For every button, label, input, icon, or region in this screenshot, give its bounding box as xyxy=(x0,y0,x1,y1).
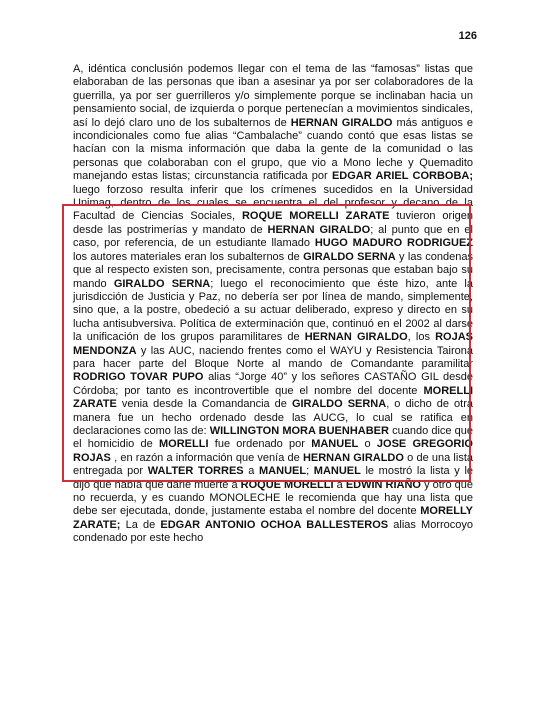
text-segment: , o dicho de otra manera fue un hecho ordenado desde las AUCG, lo cual se ratifica en declaraciones como las de: xyxy=(73,398,473,437)
page-number: 126 xyxy=(458,30,477,42)
bold-name-segment: HERNAN GIRALDO xyxy=(302,451,404,464)
bold-name-segment: GIRALDO SERNA xyxy=(303,250,396,263)
text-segment: le mostró la lista y le dijo que había que darle muerte a xyxy=(73,465,474,491)
text-segment: cuando dice que el homicidio de xyxy=(73,424,474,451)
bold-name-segment: ROQUE MORELLI xyxy=(240,478,334,491)
text-segment: o de una lista entregada por xyxy=(73,451,473,478)
text-segment: ; luego el reconocimiento que éste hizo, ante la jurisdicción de Justicia y Paz, no debería ser por línea de mando, simplemente, sino que, a la postre, obedeció a su actuar deliberado, expreso y directo en su lucha antisubversiva. Política de exterminación que, continuó en el 2002 al darse la unificación de los grupos paramilitares de xyxy=(73,277,473,344)
bold-name-segment: EDGAR ANTONIO OCHOA BALLESTEROS xyxy=(160,518,389,531)
text-segment: venia desde la Comandancia de xyxy=(116,398,292,411)
text-segment: y otro que no recuerda, y es cuando MONOLECHE le recomienda que hay una lista que debe ser ejecutada, donde, justamente estaba el nombre del docente xyxy=(73,478,474,518)
text-segment: los autores materiales eran los subalternos de xyxy=(73,250,304,263)
text-segment: La de xyxy=(120,518,161,531)
bold-name-segment: HERNAN GIRALDO xyxy=(267,223,371,236)
text-segment: luego forzoso resulta inferir que los crímenes sucedidos en la Universidad Unimag, dentro de los cuales se encuentra el del profesor y decano de la Facultad de Ciencias Sociales, xyxy=(73,183,473,223)
bold-name-segment: MORELLY ZARATE; xyxy=(73,505,473,531)
bold-name-segment: WALTER TORRES xyxy=(147,465,244,478)
bold-name-segment: MORELLI ZARATE xyxy=(73,384,473,411)
bold-name-segment: GIRALDO SERNA xyxy=(113,277,211,290)
text-segment: A, idéntica conclusión podemos llegar con el tema de las “famosas” listas que elaboraban de las personas que iban a asesinar ya por ser colaboradores de la guerrilla, ya por ser guerrilleros y/o simplemente porque se inclinaban hacia un pensamiento social, de izquierda o porque pertenecían a movimientos sindicales, así lo dejó claro uno de los subalternos de xyxy=(73,63,473,129)
bold-name-segment: MORELLI xyxy=(159,438,209,451)
body-paragraph xyxy=(73,63,473,546)
text-segment: o xyxy=(358,438,377,451)
paragraph-text xyxy=(73,63,473,546)
bold-name-segment: MANUEL xyxy=(259,465,307,478)
text-segment: a xyxy=(333,478,346,491)
text-segment: ; al punto que en el caso, por referencia, de un estudiante llamado xyxy=(73,223,473,250)
bold-name-segment: JOSE GREGORIO ROJAS xyxy=(73,438,473,464)
bold-name-segment: WILLINGTON MORA BUENHABER xyxy=(209,424,389,437)
bold-name-segment: MANUEL xyxy=(311,438,359,451)
bold-name-segment: HERNAN GIRALDO xyxy=(290,116,393,129)
bold-name-segment: RODRIGO TOVAR PUPO xyxy=(73,371,204,384)
bold-name-segment: EDWIN RIAÑO xyxy=(345,478,421,491)
text-segment: alias “Jorge 40” y los señores CASTAÑO GIL desde Córdoba; por tanto es incontrovertible que el nombre del docente xyxy=(73,371,474,397)
text-segment: alias Morrocoyo condenado por este hecho xyxy=(73,518,473,545)
bold-name-segment: HUGO MADURO RODRIGUEZ xyxy=(314,237,474,250)
text-segment: , los xyxy=(407,331,436,344)
bold-name-segment: EDGAR ARIEL CORBOBA; xyxy=(331,170,474,183)
bold-name-segment: HERNAN GIRALDO xyxy=(304,331,408,344)
text-segment: tuvieron origen desde las postrimerías y mandato de xyxy=(73,210,474,236)
text-segment: y las condenas que al respecto existen son, precisamente, contra personas que estaban bajo su mando xyxy=(73,250,473,290)
bold-name-segment: GIRALDO SERNA xyxy=(291,398,387,411)
text-segment: y las AUC, naciendo frentes como el WAYU y Resistencia Tairona para hacer parte del Bloque Norte al mando de Comandante paramilitar xyxy=(73,344,473,370)
bold-name-segment: ROQUE MORELLI ZARATE xyxy=(241,210,390,223)
bold-name-segment: ROJAS MENDONZA xyxy=(73,331,473,357)
bold-name-segment: MANUEL xyxy=(313,465,361,478)
text-segment: fue ordenado por xyxy=(208,438,312,451)
text-segment: ; xyxy=(306,465,314,478)
text-segment: más antiguos e incondicionales como fue alias “Cambalache” cuando contó que esas listas se hacían con la misma información que daba la gente de la comunidad o las personas que colaboraban con el grupo, que vio a Mono leche y Quemadito manejando estas listas; circunstancia ratificada por xyxy=(73,116,474,183)
text-segment: , en razón a información que venía de xyxy=(110,451,303,464)
text-segment: a xyxy=(243,465,260,478)
